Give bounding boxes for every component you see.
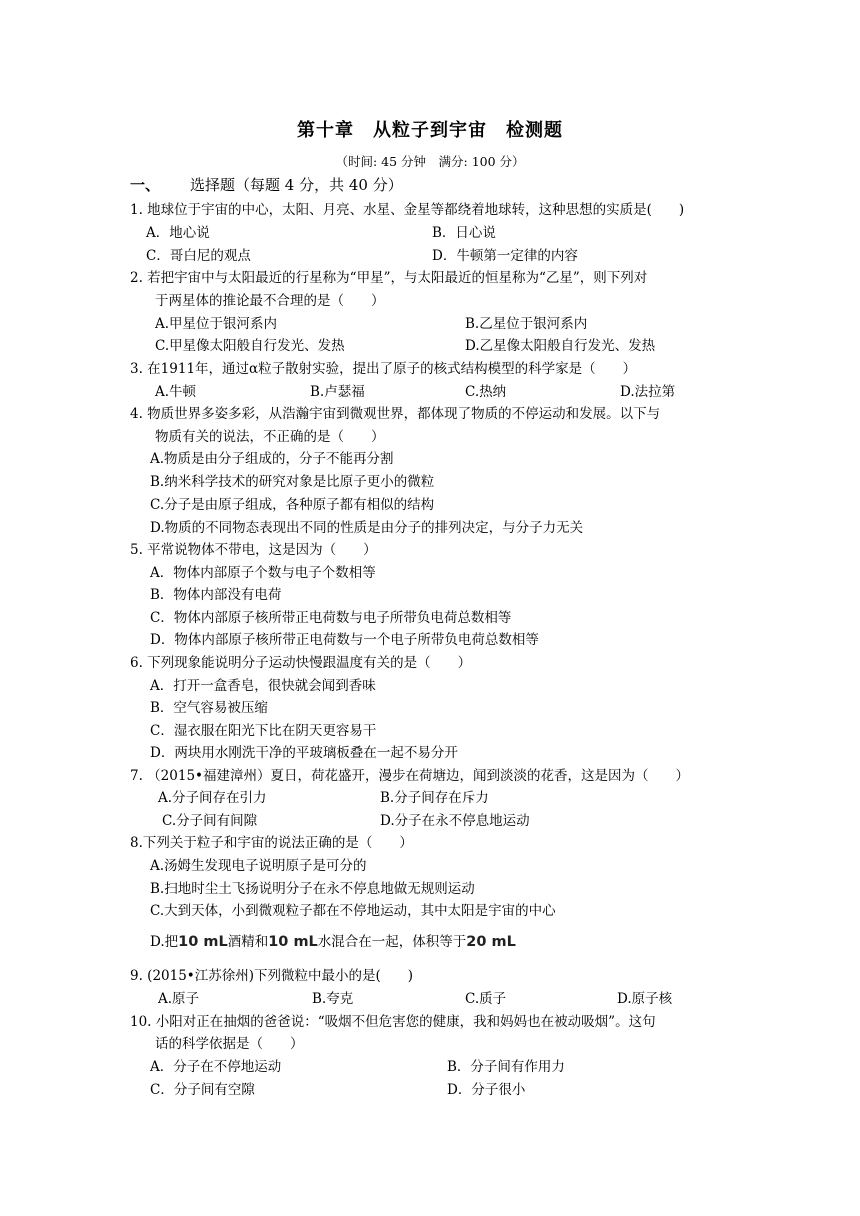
question-8-option-a: A.汤姆生发现电子说明原子是可分的 bbox=[150, 858, 367, 874]
question-10-option-d: D．分子很小 bbox=[447, 1082, 526, 1098]
question-4-option-a: A.物质是由分子组成的，分子不能再分割 bbox=[150, 451, 394, 467]
option-d-text: 酒精和 bbox=[227, 934, 269, 950]
question-1-option-a: A．地心说 bbox=[146, 225, 210, 241]
option-d-text: D.把 bbox=[150, 934, 179, 950]
question-10-option-a: A．分子在不停地运动 bbox=[150, 1059, 282, 1075]
question-3-option-c: C.热纳 bbox=[465, 384, 507, 400]
question-7-option-d: D.分子在永不停息地运动 bbox=[380, 813, 530, 829]
question-8-stem: 8.下列关于粒子和宇宙的说法正确的是（ ） bbox=[130, 835, 413, 851]
question-6-option-b: B．空气容易被压缩 bbox=[150, 700, 268, 716]
question-4-option-d: D.物质的不同物态表现出不同的性质是由分子的排列决定，与分子力无关 bbox=[150, 520, 584, 536]
section-label: 选择题（每题 4 分，共 40 分） bbox=[190, 176, 403, 194]
question-9-stem: 9. (2015•江苏徐州)下列微粒中最小的是( ) bbox=[130, 968, 414, 984]
question-10-option-c: C．分子间有空隙 bbox=[150, 1082, 255, 1098]
question-5-option-a: A．物体内部原子个数与电子个数相等 bbox=[150, 565, 376, 581]
volume-value: 10 mL bbox=[268, 934, 318, 950]
question-4-stem-cont: 物质有关的说法，不正确的是（ ） bbox=[155, 429, 385, 445]
question-1-option-b: B．日心说 bbox=[432, 225, 496, 241]
question-5-option-d: D．物体内部原子核所带正电荷数与一个电子所带负电荷总数相等 bbox=[150, 632, 539, 648]
exam-info: （时间: 45 分钟 满分: 100 分） bbox=[335, 154, 525, 169]
question-9-option-a: A.原子 bbox=[158, 991, 200, 1007]
question-1-option-c: C．哥白尼的观点 bbox=[146, 248, 251, 264]
section-heading bbox=[130, 174, 403, 195]
question-2-stem: 2. 若把宇宙中与太阳最近的行星称为“甲星”，与太阳最近的恒星称为“乙星”，则下列对 bbox=[130, 270, 648, 286]
question-2-option-d: D.乙星像太阳般自行发光、发热 bbox=[465, 338, 656, 354]
question-8-option-b: B.扫地时尘土飞扬说明分子在永不停息地做无规则运动 bbox=[150, 881, 475, 897]
question-6-option-c: C．湿衣服在阳光下比在阴天更容易干 bbox=[150, 723, 377, 739]
question-9-option-c: C.质子 bbox=[465, 991, 507, 1007]
page-title: 第十章 从粒子到宇宙 检测题 bbox=[297, 120, 563, 141]
question-3-stem: 3. 在1911年，通过α粒子散射实验，提出了原子的核式结构模型的科学家是（ ） bbox=[130, 361, 637, 377]
question-4-option-c: C.分子是由原子组成，各种原子都有相似的结构 bbox=[150, 497, 435, 513]
question-6-option-d: D．两块用水刚洗干净的平玻璃板叠在一起不易分开 bbox=[150, 745, 458, 761]
question-2-stem-cont: 于两星体的推论最不合理的是（ ） bbox=[155, 293, 385, 309]
volume-value: 10 mL bbox=[178, 934, 228, 950]
question-6-option-a: A．打开一盒香皂，很快就会闻到香味 bbox=[150, 678, 376, 694]
question-4-option-b: B.纳米科学技术的研究对象是比原子更小的微粒 bbox=[150, 474, 435, 490]
question-2-option-b: B.乙星位于银河系内 bbox=[465, 316, 588, 332]
question-9-option-b: B.夸克 bbox=[312, 991, 354, 1007]
volume-value: 20 mL bbox=[466, 934, 516, 950]
question-2-option-c: C.甲星像太阳般自行发光、发热 bbox=[155, 338, 345, 354]
section-number: 一、 bbox=[130, 176, 161, 194]
question-5-option-b: B．物体内部没有电荷 bbox=[150, 587, 282, 603]
question-6-stem: 6. 下列现象能说明分子运动快慢跟温度有关的是（ ） bbox=[130, 655, 472, 671]
question-7-stem: 7. （2015•福建漳州）夏日，荷花盛开，漫步在荷塘边，闻到淡淡的花香，这是因为（ ） bbox=[130, 768, 689, 784]
question-10-stem: 10. 小阳对正在抽烟的爸爸说：“吸烟不但危害您的健康，我和妈妈也在被动吸烟”。这句 bbox=[130, 1014, 656, 1030]
question-7-option-c: C.分子间有间隙 bbox=[162, 813, 258, 829]
question-7-option-a: A.分子间存在引力 bbox=[158, 790, 267, 806]
question-10-stem-cont: 话的科学依据是（ ） bbox=[155, 1036, 304, 1052]
question-3-option-d: D.法拉第 bbox=[620, 384, 676, 400]
question-3-option-b: B.卢瑟福 bbox=[310, 384, 365, 400]
option-d-text: 水混合在一起，体积等于 bbox=[317, 934, 467, 950]
question-10-option-b: B．分子间有作用力 bbox=[447, 1059, 565, 1075]
question-8-option-d bbox=[150, 930, 516, 950]
question-3-option-a: A.牛顿 bbox=[155, 384, 197, 400]
question-5-option-c: C．物体内部原子核所带正电荷数与电子所带负电荷总数相等 bbox=[150, 610, 512, 626]
question-1-option-d: D．牛顿第一定律的内容 bbox=[432, 248, 578, 264]
question-9-option-d: D.原子核 bbox=[617, 991, 673, 1007]
question-2-option-a: A.甲星位于银河系内 bbox=[155, 316, 278, 332]
question-7-option-b: B.分子间存在斥力 bbox=[380, 790, 489, 806]
question-8-option-c: C.大到天体，小到微观粒子都在不停地运动，其中太阳是宇宙的中心 bbox=[150, 903, 556, 919]
question-5-stem: 5. 平常说物体不带电，这是因为（ ） bbox=[130, 542, 377, 558]
question-1-stem: 1. 地球位于宇宙的中心，太阳、月亮、水星、金星等都绕着地球转，这种思想的实质是( ) bbox=[130, 202, 685, 218]
question-4-stem: 4. 物质世界多姿多彩，从浩瀚宇宙到微观世界，都体现了物质的不停运动和发展。以下与 bbox=[130, 406, 661, 422]
